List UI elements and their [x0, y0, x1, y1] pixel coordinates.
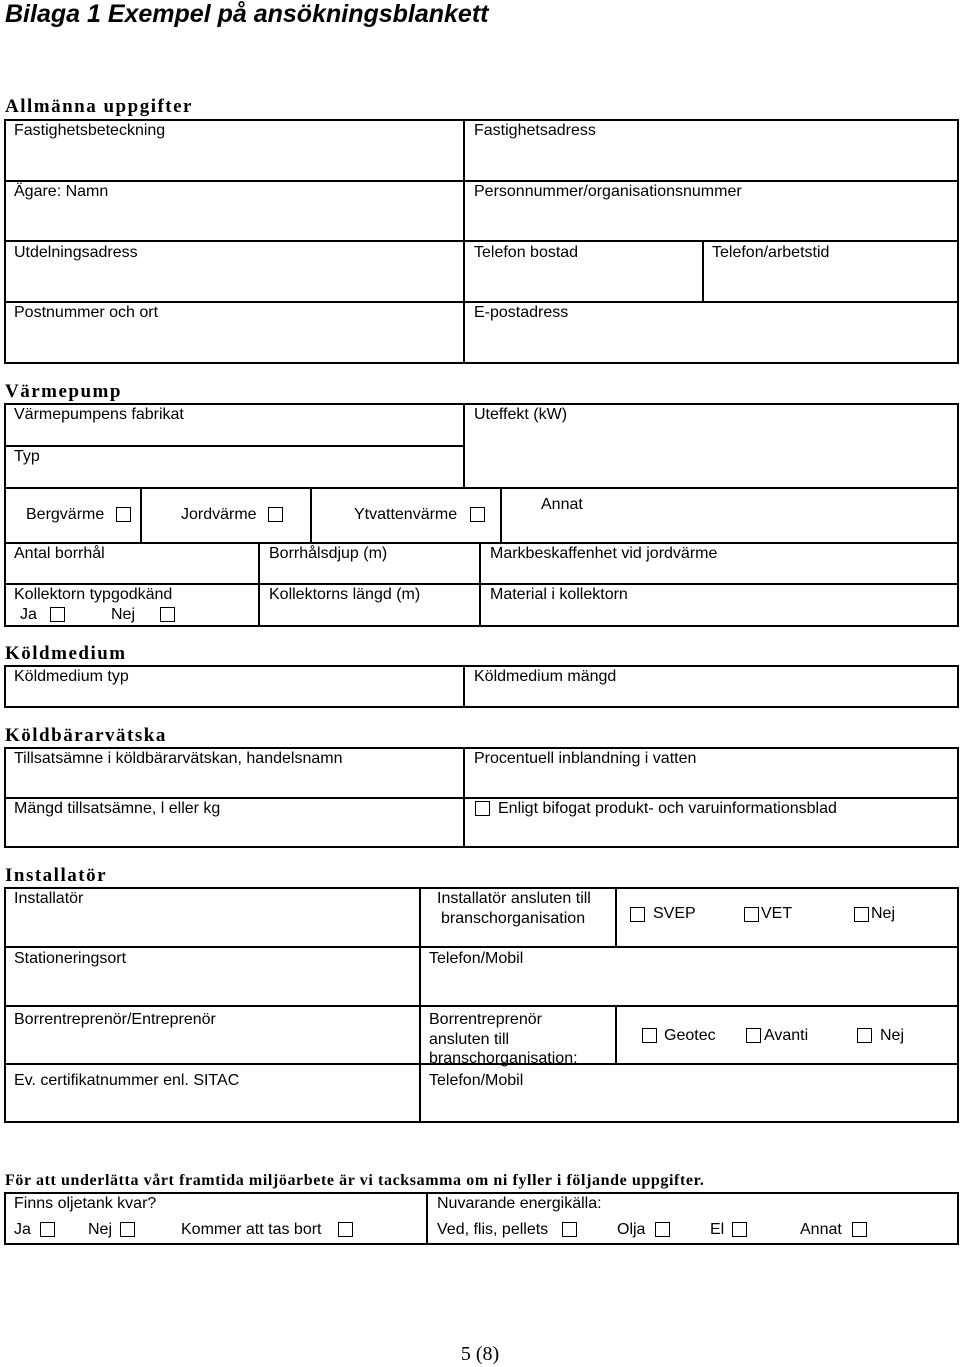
- avanti-checkbox[interactable]: [746, 1028, 761, 1043]
- kollektorns-langd-field[interactable]: Kollektorns längd (m): [269, 586, 421, 603]
- energi-annat-checkbox[interactable]: [852, 1222, 867, 1237]
- page-number: 5 (8): [460, 1343, 500, 1365]
- borr-telefon-field[interactable]: Telefon/Mobil: [429, 1072, 524, 1089]
- ytvattenvarme-label: Ytvattenvärme: [354, 506, 458, 523]
- oljetank-ja-label: Ja: [14, 1221, 31, 1238]
- geotec-label: Geotec: [664, 1027, 716, 1044]
- jordvarme-checkbox[interactable]: [268, 507, 283, 522]
- bergvarme-label: Bergvärme: [26, 506, 105, 523]
- ved-flis-pellets-checkbox[interactable]: [562, 1222, 577, 1237]
- oljetank-question: Finns oljetank kvar?: [14, 1195, 157, 1212]
- epostadress-field[interactable]: E-postadress: [474, 304, 569, 321]
- kommer-tas-bort-checkbox[interactable]: [338, 1222, 353, 1237]
- installator-nej-label: Nej: [871, 905, 896, 922]
- installator-ansluten-label-2: branschorganisation: [441, 910, 586, 927]
- telefon-bostad-field[interactable]: Telefon bostad: [474, 244, 579, 261]
- fastighetsbeteckning-field[interactable]: Fastighetsbeteckning: [14, 122, 166, 139]
- geotec-checkbox[interactable]: [642, 1028, 657, 1043]
- kommer-tas-bort-label: Kommer att tas bort: [181, 1221, 322, 1238]
- typgodkand-nej-checkbox[interactable]: [160, 607, 175, 622]
- typ-field[interactable]: Typ: [14, 448, 40, 465]
- el-label: El: [710, 1221, 725, 1238]
- section-heading-allmanna: Allmänna uppgifter: [5, 96, 193, 117]
- markbeskaffenhet-field[interactable]: Markbeskaffenhet vid jordvärme: [490, 545, 718, 562]
- vet-label: VET: [761, 905, 793, 922]
- procentuell-inblandning-field[interactable]: Procentuell inblandning i vatten: [474, 750, 697, 767]
- borr-ansluten-label-3: branschorganisation:: [429, 1050, 578, 1067]
- installator-nej-checkbox[interactable]: [854, 907, 869, 922]
- postnummer-ort-field[interactable]: Postnummer och ort: [14, 304, 159, 321]
- borrentreprenor-field[interactable]: Borrentreprenör/Entreprenör: [14, 1011, 216, 1028]
- fastighetsadress-field[interactable]: Fastighetsadress: [474, 122, 596, 139]
- enligt-bifogat-checkbox[interactable]: [475, 801, 490, 816]
- borr-nej-checkbox[interactable]: [857, 1028, 872, 1043]
- energi-annat-label: Annat: [800, 1221, 842, 1238]
- borr-ansluten-label-1: Borrentreprenör: [429, 1011, 542, 1028]
- varmepump-fabrikat-field[interactable]: Värmepumpens fabrikat: [14, 406, 184, 423]
- oljetank-nej-label: Nej: [88, 1221, 113, 1238]
- enligt-bifogat-label: Enligt bifogat produkt- och varuinformationsblad: [498, 800, 837, 817]
- borr-ansluten-label-2: ansluten till: [429, 1031, 510, 1048]
- section-heading-installator: Installatör: [5, 865, 107, 886]
- installator-field[interactable]: Installatör: [14, 890, 84, 907]
- uteffekt-field[interactable]: Uteffekt (kW): [474, 406, 568, 423]
- ved-flis-pellets-label: Ved, flis, pellets: [437, 1221, 549, 1238]
- document-title: Bilaga 1 Exempel på ansökningsblankett: [5, 0, 489, 28]
- borrhalsdjup-field[interactable]: Borrhålsdjup (m): [269, 545, 388, 562]
- annat-field[interactable]: Annat: [541, 496, 583, 513]
- oljetank-ja-checkbox[interactable]: [40, 1222, 55, 1237]
- olja-label: Olja: [617, 1221, 646, 1238]
- koldmedium-mangd-field[interactable]: Köldmedium mängd: [474, 668, 617, 685]
- avanti-label: Avanti: [764, 1027, 809, 1044]
- kollektorn-typgodkand-label: Kollektorn typgodkänd: [14, 586, 173, 603]
- section-heading-varmepump: Värmepump: [5, 381, 122, 402]
- section-heading-koldbararvatska: Köldbärarvätska: [5, 725, 167, 746]
- stationeringsort-field[interactable]: Stationeringsort: [14, 950, 127, 967]
- agare-namn-field[interactable]: Ägare: Namn: [14, 183, 109, 200]
- mangd-tillsatsamne-field[interactable]: Mängd tillsatsämne, l eller kg: [14, 800, 221, 817]
- nej-label: Nej: [111, 606, 136, 623]
- personnummer-field[interactable]: Personnummer/organisationsnummer: [474, 183, 742, 200]
- ja-label: Ja: [20, 606, 37, 623]
- koldmedium-typ-field[interactable]: Köldmedium typ: [14, 668, 129, 685]
- certifikatnummer-field[interactable]: Ev. certifikatnummer enl. SITAC: [14, 1072, 240, 1089]
- svep-checkbox[interactable]: [630, 907, 645, 922]
- oljetank-nej-checkbox[interactable]: [120, 1222, 135, 1237]
- tillsatsamne-field[interactable]: Tillsatsämne i köldbärarvätskan, handelsnamn: [14, 750, 343, 767]
- jordvarme-label: Jordvärme: [181, 506, 257, 523]
- ytvattenvarme-checkbox[interactable]: [470, 507, 485, 522]
- section-heading-koldmedium: Köldmedium: [5, 643, 127, 664]
- installator-ansluten-label-1: Installatör ansluten till: [437, 890, 591, 907]
- borr-nej-label: Nej: [880, 1027, 905, 1044]
- telefon-arbetstid-field[interactable]: Telefon/arbetstid: [712, 244, 830, 261]
- typgodkand-ja-checkbox[interactable]: [50, 607, 65, 622]
- material-kollektorn-field[interactable]: Material i kollektorn: [490, 586, 628, 603]
- utdelningsadress-field[interactable]: Utdelningsadress: [14, 244, 138, 261]
- installator-telefon-field[interactable]: Telefon/Mobil: [429, 950, 524, 967]
- el-checkbox[interactable]: [732, 1222, 747, 1237]
- svep-label: SVEP: [653, 905, 696, 922]
- antal-borrhal-field[interactable]: Antal borrhål: [14, 545, 105, 562]
- bergvarme-checkbox[interactable]: [116, 507, 131, 522]
- vet-checkbox[interactable]: [744, 907, 759, 922]
- olja-checkbox[interactable]: [655, 1222, 670, 1237]
- miljo-note: För att underlätta vårt framtida miljöarbete är vi tacksamma om ni fyller i följande uppgifter.: [5, 1172, 705, 1189]
- energikalla-question: Nuvarande energikälla:: [437, 1195, 602, 1212]
